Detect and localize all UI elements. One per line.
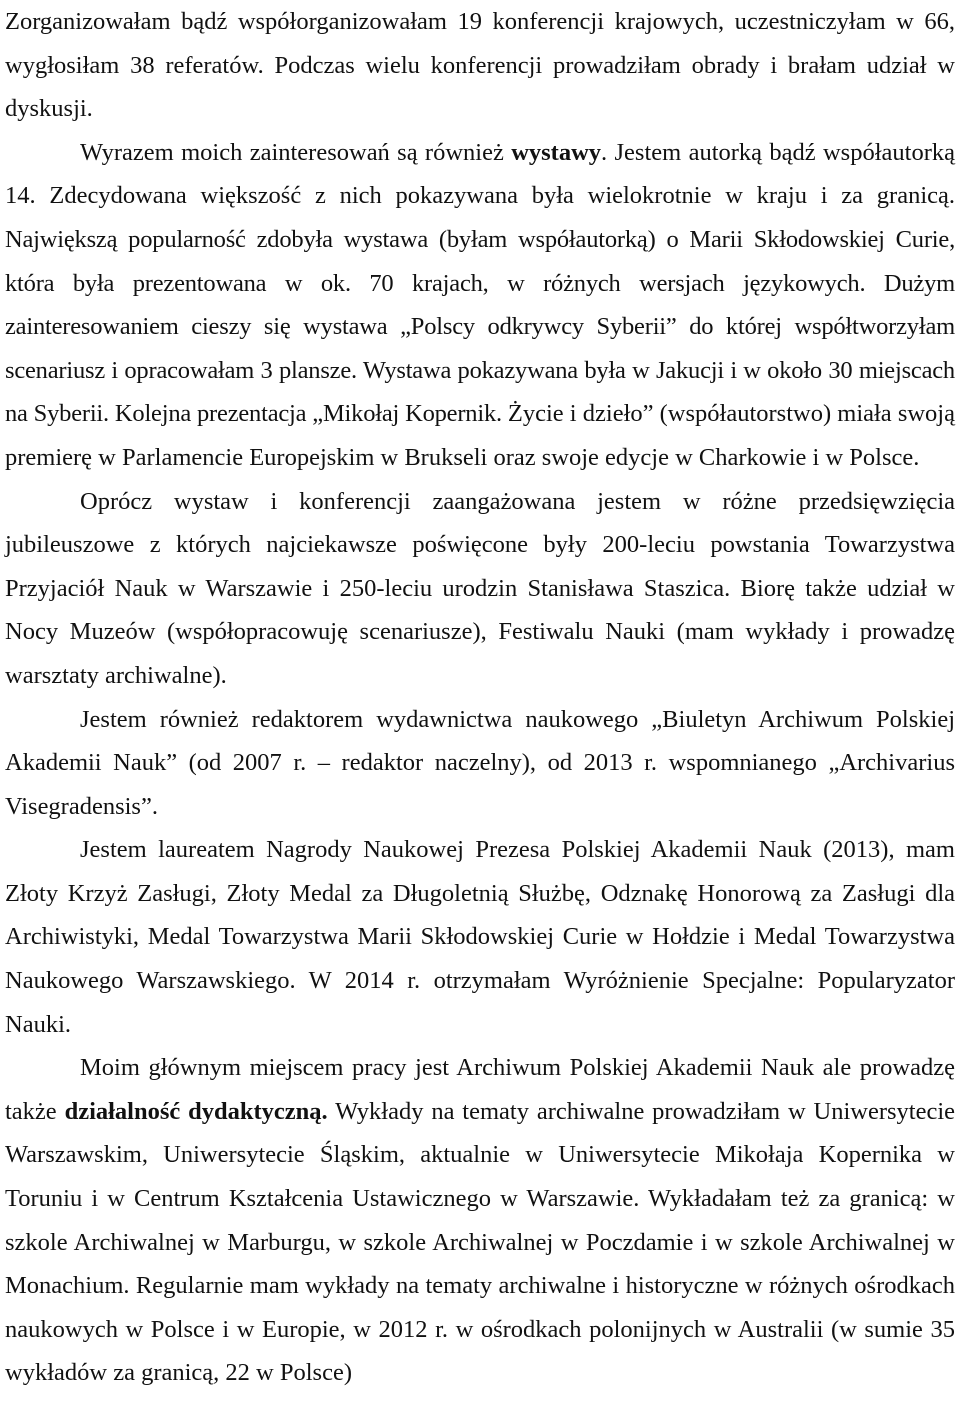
body-text: Jestem również redaktorem wydawnictwa naukowego „Biuletyn Archiwum Polskiej Akademii Nauk” (od 2007 r. – redaktor naczelny), od 2013 r. wspomnianego „Archivarius Visegradensis”. bbox=[5, 705, 955, 820]
paragraph-exhibitions bbox=[5, 131, 955, 480]
body-text: Oprócz wystaw i konferencji zaangażowana jestem w różne przedsięwzięcia jubileuszowe z których najciekawsze poświęcone były 200-leciu powstania Towarzystwa Przyjaciół Nauk w Warszawie i 250-leciu urodzin Stanisława Staszica. Biorę także udział w Nocy Muzeów (współopracowuję scenariusze), Festiwalu Nauki (mam wykłady i prowadzę warsztaty archiwalne). bbox=[5, 487, 955, 689]
body-text: Największą popularność zdobyła wystawa (byłam współautorką) o Marii Skłodowskiej Curie, która była prezentowana w ok. 70 krajach, w różnych wersjach językowych. Dużym zainteresowaniem cieszy się wystawa „Polscy odkrywcy Syberii” do której współtworzyłam scenariusz i opracowałam 3 plansze. Wystawa pokazywana była w Jakucji i w około 30 miejscach na Syberii. Kolejna prezentacja „Mikołaj Kopernik. bbox=[5, 225, 955, 428]
bold-text: wystawy bbox=[511, 138, 602, 166]
body-text: Życie i dzieło” bbox=[507, 400, 654, 428]
paragraph-teaching bbox=[5, 1046, 955, 1395]
paragraph-awards bbox=[5, 828, 955, 1046]
body-text: (współautorstwo) miała swoją premierę w Parlamencie Europejskim w Brukseli oraz swoje edycje w Charkowie i w Polsce. bbox=[5, 400, 955, 471]
paragraph-conferences bbox=[5, 0, 955, 131]
body-text: Moim głównym miejscem pracy jest Archiwum Polskiej Akademii Nauk ale prowadzę także bbox=[5, 1054, 955, 1125]
paragraph-jubilee bbox=[5, 480, 955, 698]
body-text: . Jestem autorką bądź współautorką 14. Zdecydowana większość z nich pokazywana była wielokrotnie w kraju i za granicą. bbox=[5, 138, 955, 210]
body-text: Zorganizowałam bądź współorganizowałam 19 konferencji krajowych, uczestniczyłam w 66, wygłosiłam 38 referatów. Podczas wielu konferencji prowadziłam obrady i brałam udział w dyskusji. bbox=[5, 8, 955, 123]
body-text: Wyrazem moich zainteresowań są również bbox=[80, 138, 512, 166]
body-text: Wykłady na tematy archiwalne prowadziłam w Uniwersytecie Warszawskim, Uniwersytecie Śląskim, aktualnie w Uniwersytecie Mikołaja Kopernika w Toruniu i w Centrum Kształcenia Ustawicznego w Warszawie. Wykładałam też za granicą: w szkole Archiwalnej w Marburgu, w szkole Archiwalnej w Poczdamie i w szkole Archiwalnej w Monachium. Regularnie mam wykłady na tematy archiwalne i historyczne w różnych ośrodkach naukowych w Polsce i w Europie, w 2012 r. w ośrodkach polonijnych w Australii (w sumie 35 wykładów za granicą, 22 w Polsce) bbox=[5, 1097, 956, 1387]
bold-text: działalność dydaktyczną. bbox=[64, 1097, 328, 1125]
body-text: Jestem laureatem Nagrody Naukowej Prezesa Polskiej Akademii Nauk (2013), mam Złoty Krzyż Zasługi, Złoty Medal za Długoletnią Służbę, Odznakę Honorową za Zasługi dla Archiwistyki, Medal Towarzystwa Marii Skłodowskiej Curie w Hołdzie i Medal Towarzystwa Naukowego Warszawskiego. W 2014 r. otrzymałam Wyróżnienie Specjalne: Popularyzator Nauki. bbox=[5, 836, 955, 1038]
paragraph-editor bbox=[5, 698, 955, 829]
